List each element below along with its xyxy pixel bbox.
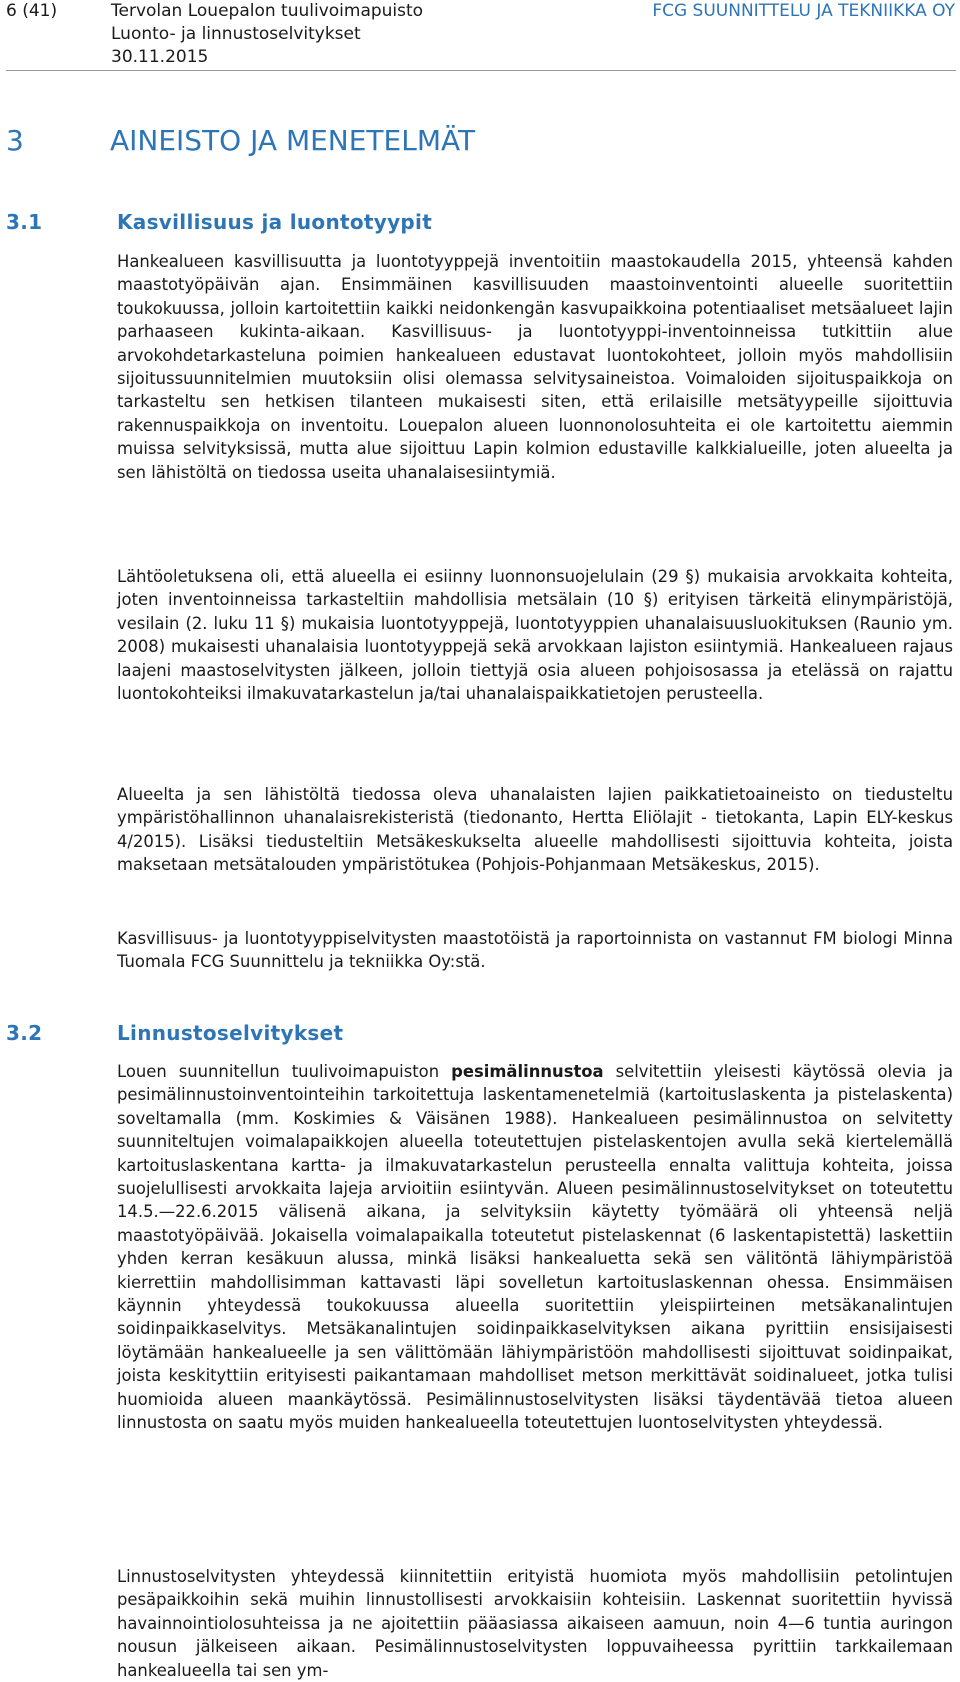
paragraph	[117, 1060, 953, 1435]
company-name: FCG SUUNNITTELU JA TEKNIIKKA OY	[652, 1, 955, 21]
paragraph	[117, 565, 953, 705]
paragraph	[117, 1565, 953, 1682]
document-title: Tervolan Louepalon tuulivoimapuisto	[111, 1, 424, 21]
paragraph	[117, 927, 953, 974]
paragraph-text: Alueelta ja sen lähistöltä tiedossa oleva uhanalaisten lajien paikkatietoaineisto on tiedusteltu ympäristöhallinnon uhanalaisrekisteristä (tiedonanto, Hertta Eliölajit - tietokanta, Lapin ELY-keskus 4/2015). Lisäksi tiedusteltiin Metsäkeskukselta alueelle mahdollisesti sijoittuvia kohteita, joista maksetaan metsätalouden ympäristötukea (Pohjois-Pohjanmaan Metsäkeskus, 2015).	[117, 785, 953, 875]
paragraph-text: Hankealueen kasvillisuutta ja luontotyyppejä inventoitiin maastokaudella 2015, yhteensä kahden maastotyöpäivän ajan. Ensimmäinen kasvillisuuden maastoinventointi alueelle suoritettiin toukokuussa, jolloin kartoitettiin kaikki neidonkengän kasvupaikkoina potentiaaliset metsäalueet lajin parhaaseen kukinta-aikaan. Kasvillisuus- ja luontotyyppi-inventoinneissa tutkittiin alue arvokohdetarkasteluna poimien hankealueen edustavat luontokohteet, jolloin myös mahdollisiin sijoitussuunnitelmien muutoksiin olisi olemassa selvitysaineistoa. Voimaloiden sijoituspaikkoja on tarkasteltu sen hetkisen tilanteen mukaisesti siten, että erilaisille metsätyypeille sijoittuvia rakennuspaikkoja on inventoitu. Louepalon alueen luonnonolosuhteita ei ole kartoitettu aiemmin muissa selvityksissä, mutta alue sijoittuu Lapin kolmion edustaville kalkkialueille, joten alueelta ja sen lähistöltä on tiedossa useita uhanalaisesiintymiä.	[117, 252, 953, 482]
paragraph	[117, 250, 953, 484]
document-title-block	[111, 0, 423, 69]
paragraph-text: Lähtöoletuksena oli, että alueella ei esiinny luonnonsuojelulain (29 §) mukaisia arvokkaita kohteita, joten inventoinneissa tarkasteltiin mahdollisia metsälain (10 §) erityisen tärkeitä elinympäristöjä, vesilain (2. luku 11 §) mukaisia luontotyyppejä, luontotyyppien uhanalaisuusluokituksen (Raunio ym. 2008) mukaisesti uhanalaisia luontotyyppejä sekä arvokkaan lajiston esiintymiä. Hankealueen rajaus laajeni maastoselvitysten jälkeen, jolloin tiettyjä osia alueen pohjoisosassa ja etelässä on rajattu luontokohteiksi ilmakuvatarkastelun ja/tai uhanalaispaikkatietojen perusteella.	[117, 567, 953, 704]
document-date: 30.11.2015	[111, 47, 209, 67]
section-number: 3.1	[6, 210, 43, 234]
bold-term: pesimälinnustoa	[451, 1062, 604, 1081]
text-run: Louen suunnitellun tuulivoimapuiston	[117, 1062, 452, 1081]
section-title: Kasvillisuus ja luontotyypit	[117, 210, 433, 234]
section-heading-3-1	[6, 209, 432, 235]
section-number: 3.2	[6, 1021, 43, 1045]
text-run: selvitettiin yleisesti käytössä olevia ja pesimälinnustoinventointeihin tarkoitettuja laskentamenetelmiä (kartoituslaskenta ja pistelaskenta) soveltamalla (mm. Koskimies & Väisänen 1988). Hankealueen pesimälinnustoa on selvitetty suunniteltujen voimalapaikkojen alueella toteutettujen pistelaskentojen avulla sekä kiertelemällä kartoituslaskentana kartta- ja ilmakuvatarkastelun perusteella ennalta valittuja kohteita, joissa suojelullisesti arvokkaita lajeja arvioitiin esiintyvän. Alueen pesimälinnustoselvitykset on toteutettu 14.5.—22.6.2015 välisenä aikana, ja selvityksiin käytetty työmäärä oli yhteensä neljä maastotyöpäivää. Jokaisella voimalapaikalla toteutetut pistelaskennat (6 laskentapistettä) laskettiin yhden kerran kesäkuun alussa, minkä lisäksi hankealuetta sekä sen välitöntä lähiympäristöä kierrettiin mahdollisimman kattavasti läpi sovelletun kartoituslaskennan ohessa. Ensimmäisen käynnin yhteydessä toukokuussa alueella suoritettiin yleispiirteinen metsäkanalintujen soidinpaikkaselvitys. Metsäkanalintujen soidinpaikkaselvityksen aikana pyrittiin ensisijaisesti löytämään hankealueelle ja sen välittömään lähiympäristöön mahdollisesti sijoittuvat soidinpaikat, joista keskityttiin erityisesti paikantamaan mahdolliset metson merkittävät soidinalueet, jotka tulisi huomioida alueen maankäytössä. Pesimälinnustoselvitysten lisäksi täydentävää tietoa alueen linnustosta on saatu myös muiden hankealueella toteutettujen luontoselvitysten yhteydessä.	[117, 1062, 953, 1433]
header-divider	[6, 70, 956, 71]
section-heading-3-2	[6, 1020, 343, 1046]
paragraph-text: Kasvillisuus- ja luontotyyppiselvitysten maastotöistä ja raportoinnista on vastannut FM biologi Minna Tuomala FCG Suunnittelu ja tekniikka Oy:stä.	[117, 929, 953, 972]
section-title: AINEISTO JA MENETELMÄT	[110, 124, 476, 157]
section-title: Linnustoselvitykset	[117, 1021, 344, 1045]
paragraph-text	[117, 1060, 953, 1435]
paragraph-text: Linnustoselvitysten yhteydessä kiinnitettiin erityistä huomiota myös mahdollisiin petolintujen pesäpaikkoihin sekä muihin linnustollisesti arvokkaisiin kohteisiin. Laskennat suoritettiin hyvissä havainnointiolosuhteissa ja ne ajoitettiin pääasiassa aikaiseen aamuun, noin 4—6 tuntia auringon nousun jälkeiseen aikaan. Pesimälinnustoselvitysten loppuvaiheessa pyrittiin tarkkailemaan hankealueella tai sen ym-	[117, 1567, 953, 1680]
section-number: 3	[6, 124, 24, 157]
page-number: 6 (41)	[6, 1, 58, 21]
document-subtitle: Luonto- ja linnustoselvitykset	[111, 24, 361, 44]
section-heading-3	[6, 124, 475, 158]
paragraph	[117, 783, 953, 877]
page-header	[0, 0, 960, 70]
